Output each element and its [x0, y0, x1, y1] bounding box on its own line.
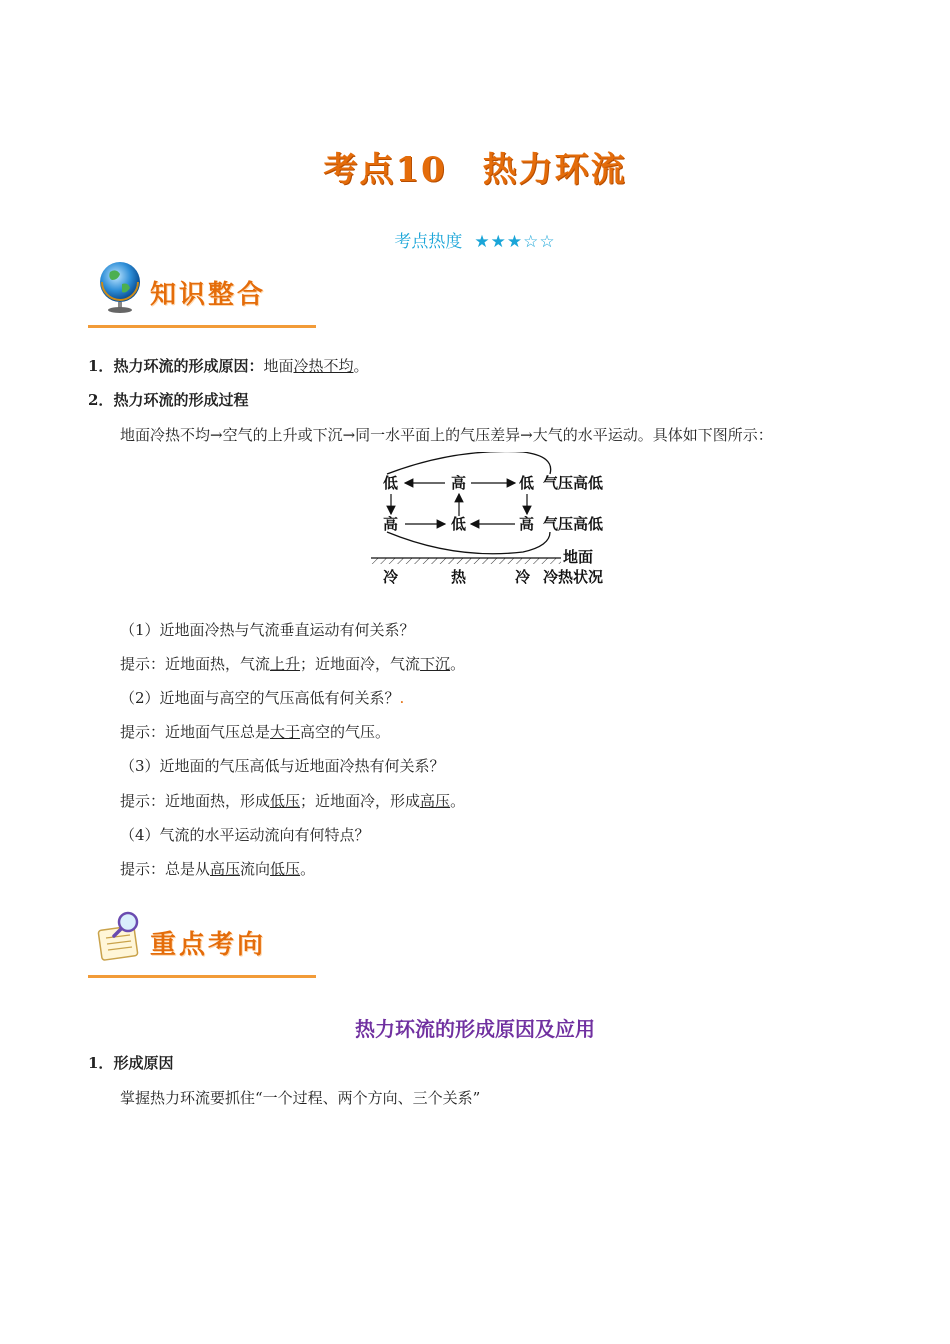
- process-text: 地面冷热不均→空气的上升或下沉→同一水平面上的气压差异→大气的水平运动。具体如下图所示：: [120, 426, 773, 444]
- question-mark-dot: .: [399, 689, 405, 707]
- bottom-low-center: 低: [451, 515, 467, 533]
- temp-status-label: 冷热状况: [543, 568, 604, 586]
- top-low-left: 低: [383, 474, 399, 492]
- top-high-center: 高: [451, 474, 467, 492]
- temp-cold-left: 冷: [383, 568, 399, 586]
- answer-text: ；近地面冷，气流: [300, 655, 421, 673]
- item-formation-process: [88, 390, 248, 410]
- answer-key: 低压: [270, 792, 301, 810]
- question-text: （2）近地面与高空的气压高低有何关系？: [120, 689, 400, 707]
- thermal-circulation-diagram: [365, 452, 635, 592]
- answer-text: 流向: [240, 860, 271, 878]
- notepad-magnifier-icon: [94, 908, 146, 964]
- temp-cold-right: 冷: [515, 568, 531, 586]
- item-cause-heading: [88, 1053, 173, 1073]
- upper-arc: [387, 452, 551, 474]
- answer-1: [120, 654, 465, 674]
- bottom-high-left: 高: [383, 515, 399, 533]
- item-text-end: 。: [353, 357, 369, 375]
- bottom-pressure-label: 气压高低: [543, 515, 604, 533]
- ground-hatch: [371, 558, 561, 564]
- answer-key: 下沉: [420, 655, 451, 673]
- answer-text: 高空的气压。: [300, 723, 391, 741]
- item-number: 1．: [88, 1054, 114, 1072]
- item-number: 2．: [88, 391, 114, 409]
- top-low-right: 低: [519, 474, 535, 492]
- bottom-high-right: 高: [519, 515, 535, 533]
- item-heading: 热力环流的形成原因：: [113, 357, 264, 375]
- item-number: 1．: [88, 357, 114, 375]
- top-pressure-label: 气压高低: [543, 474, 604, 492]
- question-2: [120, 688, 404, 708]
- answer-text: 。: [450, 655, 466, 673]
- section-underline: [88, 325, 316, 328]
- item-answer: 冷热不均: [293, 357, 354, 375]
- answer-text: 提示：近地面热，形成: [120, 792, 271, 810]
- answer-key: 高压: [420, 792, 451, 810]
- ground-label: 地面: [563, 548, 594, 566]
- section-underline: [88, 975, 316, 978]
- item-heading: 形成原因: [113, 1054, 174, 1072]
- answer-2: [120, 722, 390, 742]
- section-header-knowledge: [88, 258, 316, 328]
- globe-icon: [94, 258, 146, 314]
- topic-subtitle: 热力环流的形成原因及应用: [355, 1017, 595, 1041]
- question-3: （3）近地面的气压高低与近地面冷热有何关系？: [120, 757, 445, 775]
- answer-key: 上升: [270, 655, 301, 673]
- answer-key: 大于: [270, 723, 301, 741]
- answer-text: ；近地面冷，形成: [300, 792, 421, 810]
- page-title: 考点10 热力环流: [323, 150, 627, 190]
- heat-label: 考点热度: [394, 232, 463, 252]
- answer-text: 提示：总是从: [120, 860, 211, 878]
- difficulty-rating: [0, 227, 950, 252]
- temp-hot-center: 热: [451, 568, 467, 586]
- answer-text: 。: [450, 792, 466, 810]
- item-text: 地面: [263, 357, 294, 375]
- answer-text: 提示：近地面热，气流: [120, 655, 271, 673]
- item-heading: 热力环流的形成过程: [113, 391, 249, 409]
- final-text: 掌握热力环流要抓住“一个过程、两个方向、三个关系”: [120, 1089, 481, 1107]
- section-label: 重点考向: [150, 930, 267, 960]
- answer-4: [120, 859, 315, 879]
- answer-text: 提示：近地面气压总是: [120, 723, 271, 741]
- section-header-focus: [88, 908, 316, 978]
- answer-text: 。: [300, 860, 316, 878]
- section-label: 知识整合: [150, 280, 267, 310]
- answer-key: 低压: [270, 860, 301, 878]
- item-formation-cause: [88, 356, 369, 376]
- lower-arc: [387, 532, 550, 554]
- answer-key: 高压: [210, 860, 241, 878]
- question-4: （4）气流的水平运动流向有何特点？: [120, 826, 370, 844]
- heat-stars: ★★★☆☆: [474, 232, 556, 252]
- answer-3: [120, 791, 465, 811]
- question-1: （1）近地面冷热与气流垂直运动有何关系？: [120, 621, 415, 639]
